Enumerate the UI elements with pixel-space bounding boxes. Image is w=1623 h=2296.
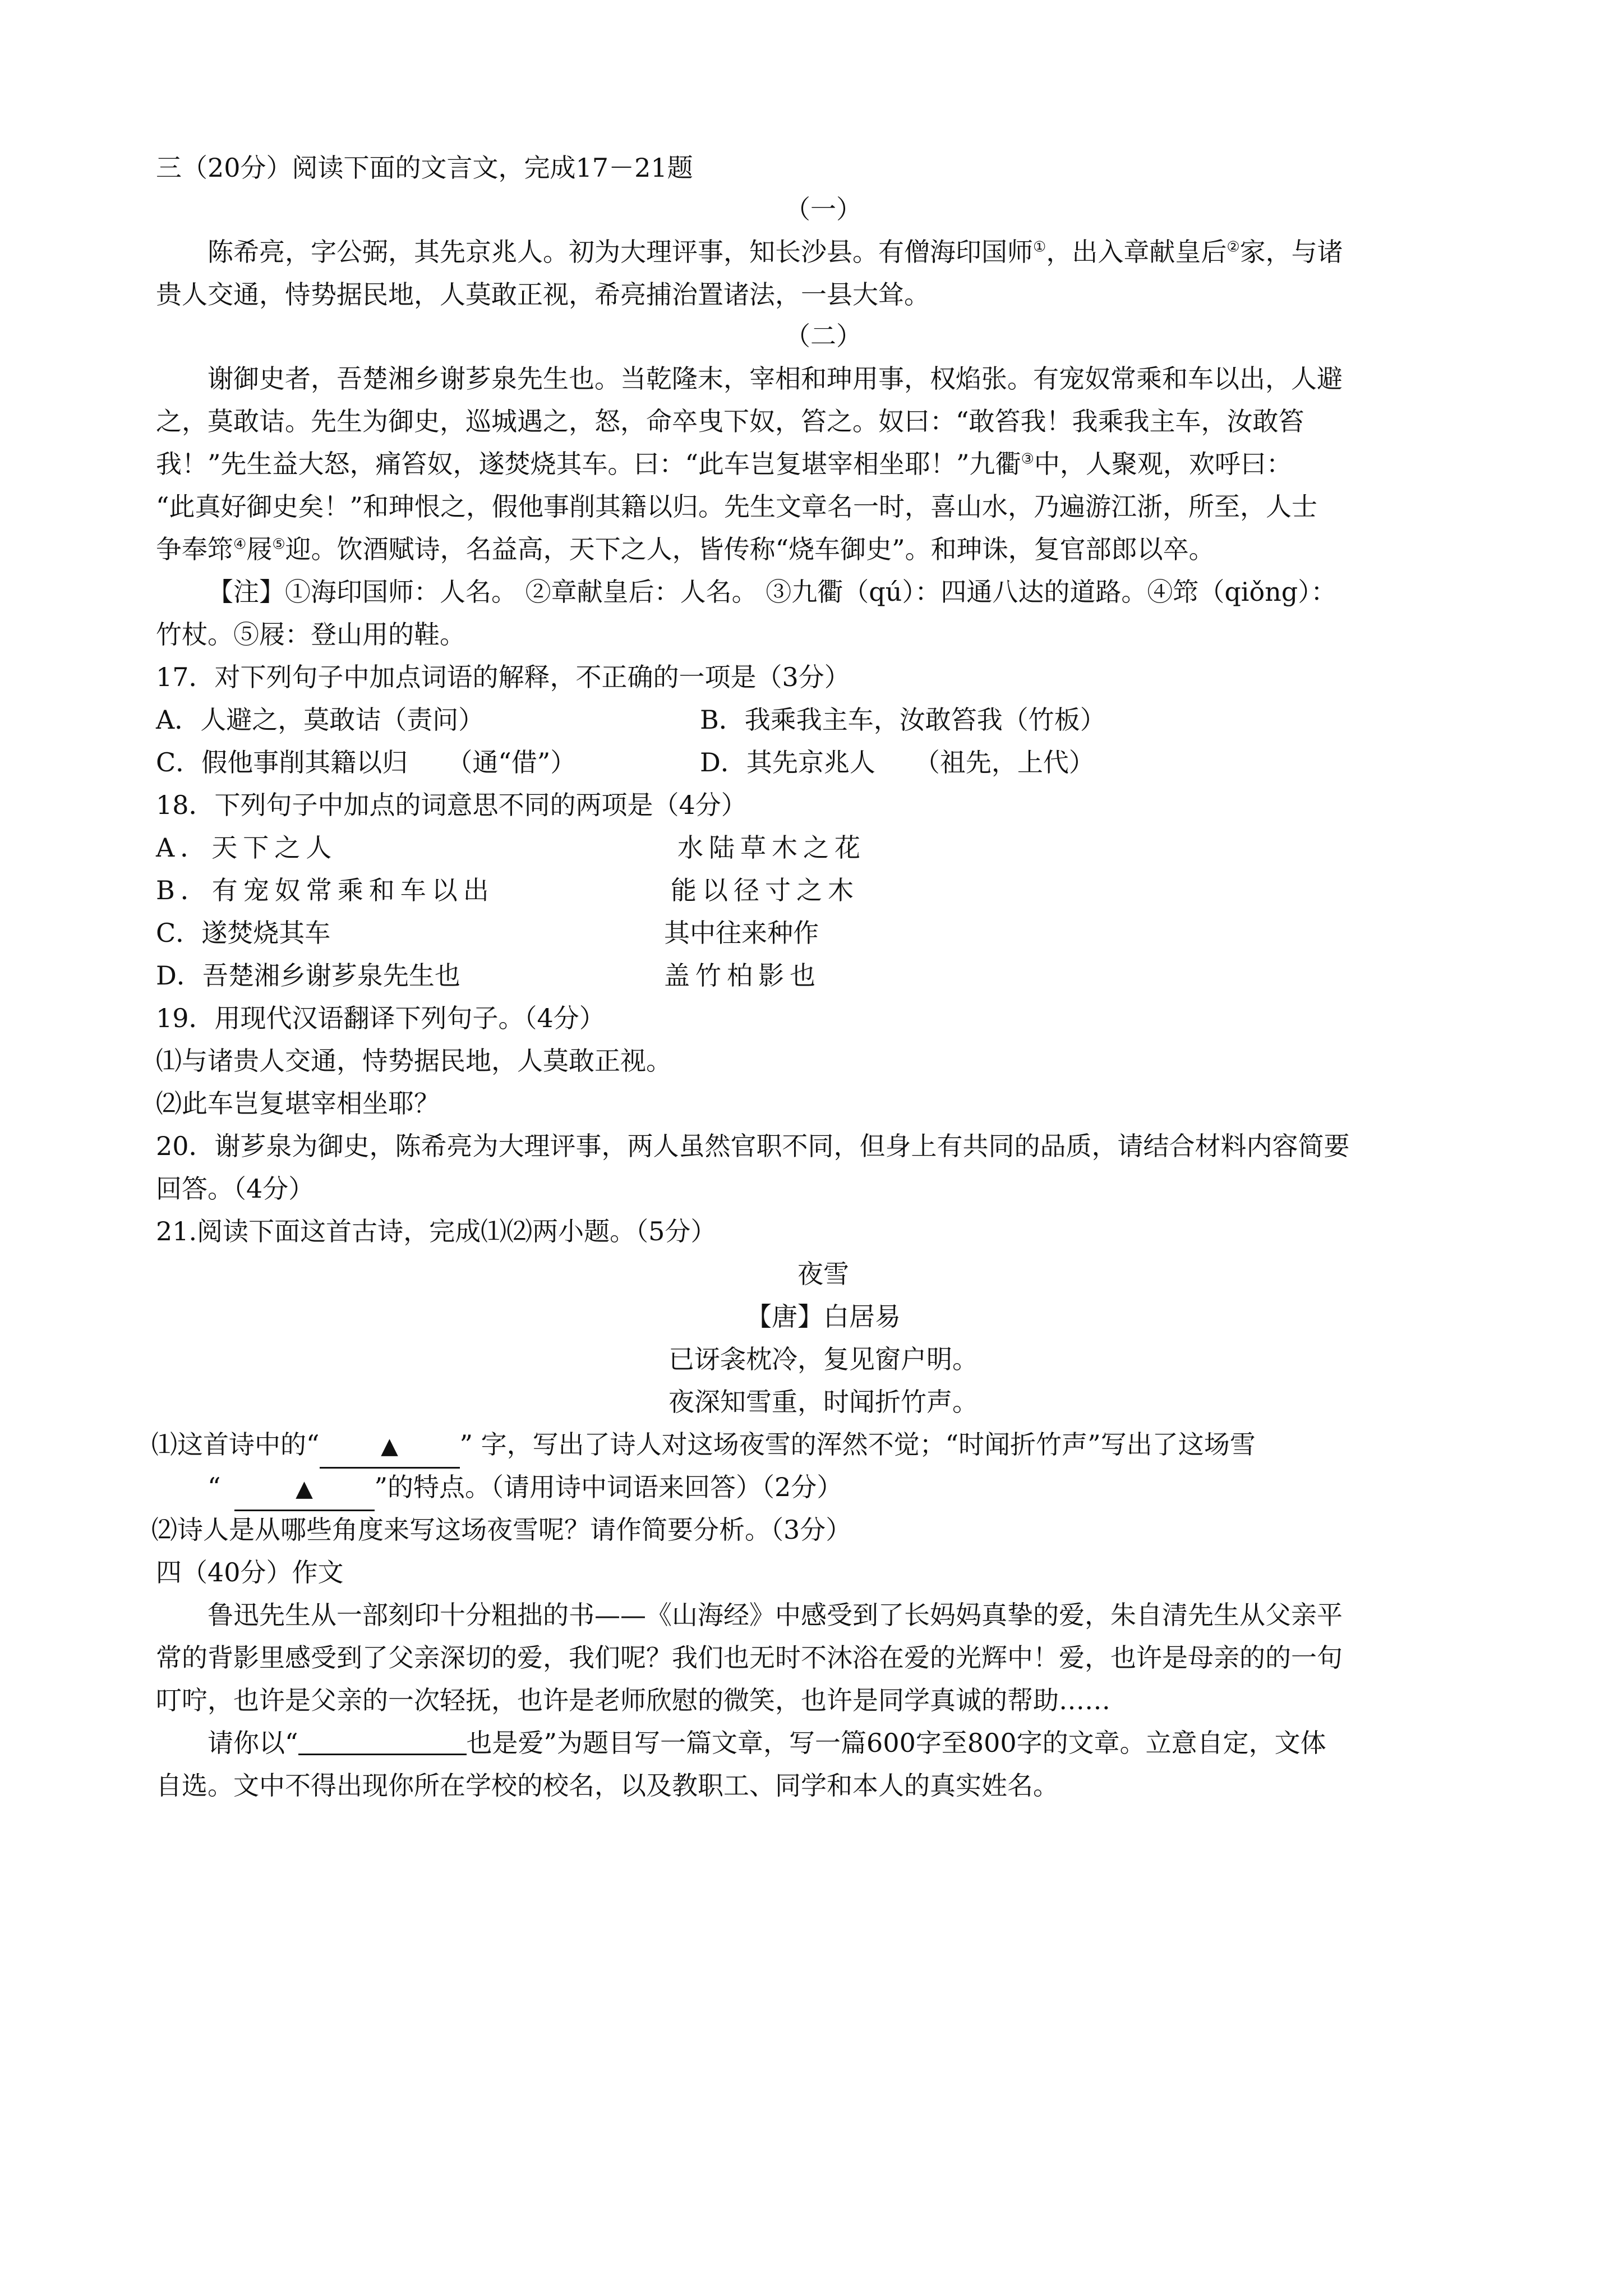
q18-stem: 18．下列句子中加点的词意思不同的两项是（4分） (156, 790, 747, 820)
part-2-line-1: 谢御史者，吾楚湘乡谢芗泉先生也。当乾隆末，宰相和珅用事，权焰张。有宠奴常乘和车以出，人避 (208, 364, 1343, 394)
essay-instruction-line-1: 请你以“ 也是爱”为题目写一篇文章，写一篇600字至800字的文章。立意自定，文体 (208, 1722, 1326, 1764)
essay-prompt-line-2: 常的背影里感受到了父亲深切的爱，我们呢？我们也无时不沐浴在爱的光辉中！爱，也许是母亲的的一句 (156, 1642, 1343, 1673)
part-1-title: （一） (785, 194, 862, 224)
note-mark-2: ② (1227, 238, 1240, 256)
essay-prompt-line-1: 鲁迅先生从一部刻印十分粗拙的书——《山海经》中感受到了长妈妈真挚的爱，朱自清先生从父亲平 (208, 1600, 1343, 1630)
note-mark-3: ③ (1021, 450, 1034, 468)
q18-row-c-right: 其中往来种作 (664, 918, 819, 948)
part-2-line-3: 我！”先生益大怒，痛笞奴，遂焚烧其车。曰：“此车岂复堪宰相坐耶！”九衢③中，人聚观，欢呼曰： (156, 449, 1292, 479)
answer-blank-2[interactable] (234, 1466, 375, 1511)
q20-line-2: 回答。（4分） (156, 1174, 315, 1204)
q18-row-d-left: D．吾楚湘乡谢芗泉先生也 (156, 960, 460, 991)
section-3-header: 三（20分）阅读下面的文言文，完成17－21题 (156, 153, 693, 183)
triangle-icon: ▲ (296, 1476, 313, 1502)
q21-stem: 21.阅读下面这首古诗，完成⑴⑵两小题。（5分） (156, 1216, 717, 1246)
q21-sub-2: ⑵诗人是从哪些角度来写这场夜雪呢？请作简要分析。（3分） (151, 1515, 852, 1545)
poem-line-2: 夜深知雪重，时闻折竹声。 (668, 1387, 978, 1417)
q18-row-d-right: 盖竹柏影也 (664, 960, 821, 991)
part-2-line-2: 之，莫敢诘。先生为御史，巡城遇之，怒，命卒曳下奴，笞之。奴曰：“敢笞我！我乘我主车，汝敢笞 (156, 406, 1304, 436)
part-2-title: （二） (785, 321, 862, 351)
q19-sentence-1: ⑴与诸贵人交通，恃势据民地，人莫敢正视。 (156, 1046, 672, 1076)
poem-author: 【唐】白居易 (746, 1301, 901, 1332)
part-1-line-2: 贵人交通，恃势据民地，人莫敢正视，希亮捕治置诸法，一县大耸。 (156, 279, 930, 310)
q19-stem: 19．用现代汉语翻译下列句子。（4分） (156, 1003, 605, 1033)
q21-sub-1-line-2: “ ▲ ”的特点。（请用诗中词语来回答）（2分） (208, 1466, 842, 1508)
q18-row-a-right: 水陆草木之花 (677, 832, 866, 863)
q17-option-d: D．其先京兆人 （祖先，上代） (700, 747, 1095, 777)
q18-row-a-left: A．天下之人 (156, 832, 338, 863)
q17-option-a: A．人避之，莫敢诘（责问） (156, 705, 485, 735)
part-2-line-5: 争奉筇④屐⑤迎。饮酒赋诗，名益高，天下之人，皆传称“烧车御史”。和珅诛，复官部郎以卒。 (156, 534, 1215, 564)
q17-option-c: C．假他事削其籍以归 （通“借”） (156, 747, 577, 777)
q21-sub-1-line-1: ⑴这首诗中的“ ▲ ” 字，写出了诗人对这场夜雪的浑然不觉；“时闻折竹声”写出了这场雪 (151, 1424, 1256, 1465)
section-4-header: 四（40分）作文 (156, 1557, 344, 1588)
poem-line-1: 已讶衾枕冷，复见窗户明。 (668, 1344, 978, 1374)
answer-blank-1[interactable] (320, 1424, 460, 1469)
part-2-line-4: “此真好御史矣！”和珅恨之，假他事削其籍以归。先生文章名一时，喜山水，乃遍游江浙，所至，人士 (156, 491, 1318, 522)
notes-line-2: 竹杖。⑤屐：登山用的鞋。 (156, 619, 465, 650)
notes-line-1: 【注】①海印国师：人名。 ②章献皇后：人名。 ③九衢（qú）：四通八达的道路。④筇（qiǒng）： (208, 577, 1337, 607)
triangle-icon: ▲ (381, 1433, 398, 1459)
q18-row-c-left: C．遂焚烧其车 (156, 918, 331, 948)
title-blank[interactable] (298, 1724, 467, 1755)
essay-prompt-line-3: 叮咛，也许是父亲的一次轻抚，也许是老师欣慰的微笑，也许是同学真诚的帮助…… (156, 1685, 1110, 1715)
note-mark-4: ④ (233, 536, 247, 553)
q17-option-b: B．我乘我主车，汝敢笞我（竹板） (700, 705, 1106, 735)
note-mark-1: ① (1033, 238, 1046, 256)
part-1-line-1: 陈希亮，字公弼，其先京兆人。初为大理评事，知长沙县。有僧海印国师①，出入章献皇后②家，与诸 (208, 237, 1343, 267)
q20-line-1: 20．谢芗泉为御史，陈希亮为大理评事，两人虽然官职不同，但身上有共同的品质，请结合材料内容简要 (156, 1131, 1350, 1161)
q18-row-b-right: 能以径寸之木 (671, 875, 859, 905)
q17-stem: 17．对下列句子中加点词语的解释，不正确的一项是（3分） (156, 662, 850, 692)
essay-instruction-line-2: 自选。文中不得出现你所在学校的校名，以及教职工、同学和本人的真实姓名。 (156, 1770, 1059, 1801)
q18-row-b-left: B．有宠奴常乘和车以出 (156, 875, 495, 905)
note-mark-5: ⑤ (272, 536, 285, 553)
q19-sentence-2: ⑵此车岂复堪宰相坐耶？ (156, 1088, 440, 1119)
poem-title: 夜雪 (797, 1259, 849, 1289)
